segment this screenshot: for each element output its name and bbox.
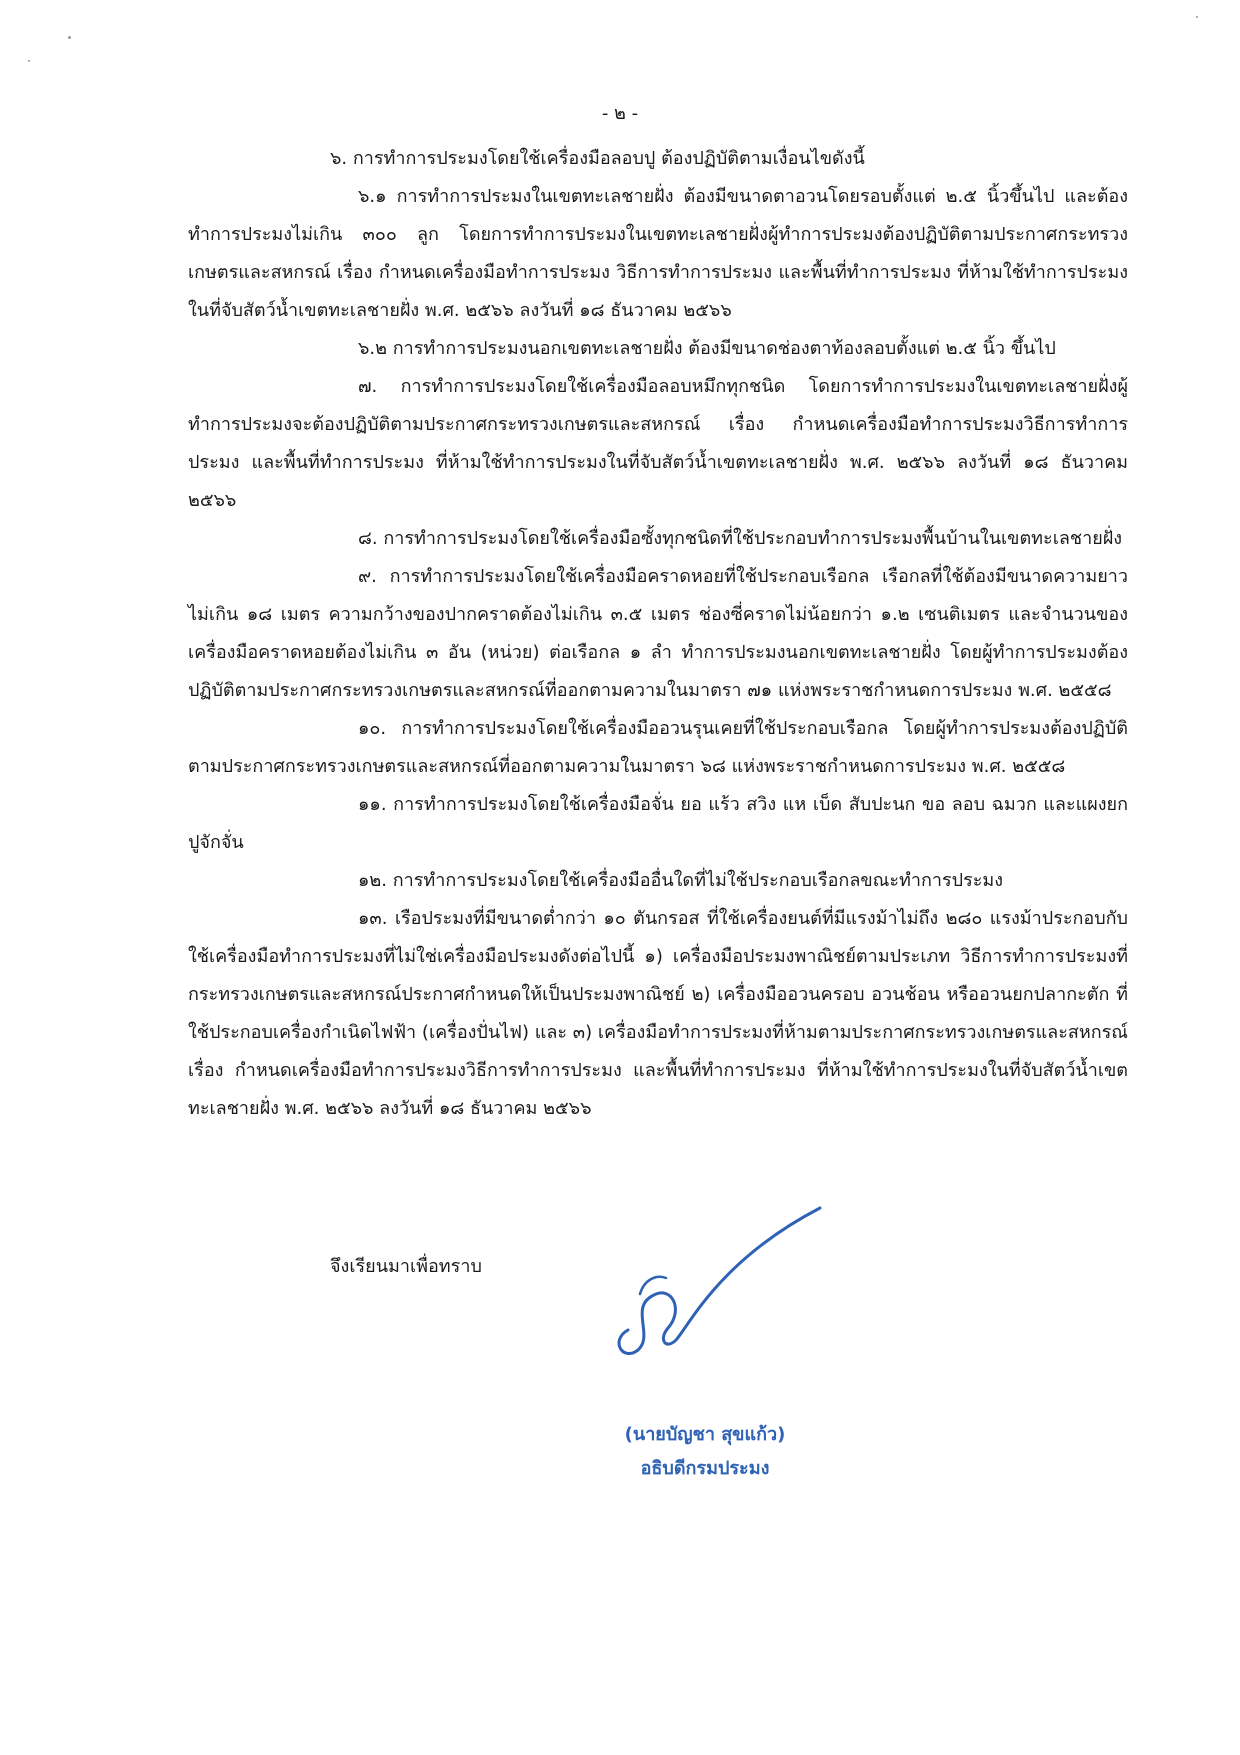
paragraph-item-11: ๑๑. การทำการประมงโดยใช้เครื่องมือจั่น ยอ แร้ว สวิง แห เบ็ด สับปะนก ขอ ลอบ ฉมวก และแผงยกปูจักจั่น [188,794,1128,853]
signer-name: (นายบัญชา สุขแก้ว) [624,1424,786,1445]
paragraph-item-7: ๗. การทำการประมงโดยใช้เครื่องมือลอบหมึกทุกชนิด โดยการทำการประมงในเขตทะเลชายฝั่งผู้ทำการประมงจะต้องปฏิบัติตามประกาศกระทรวงเกษตรและสหกรณ์ เรื่อง กำหนดเครื่องมือทำการประมงวิธีการทำการประมง และพื้นที่ทำการประมง ที่ห้ามใช้ทำการประมงในที่จับสัตว์น้ำเขตทะเลชายฝั่ง พ.ศ. ๒๕๖๖ ลงวันที่ ๑๘ ธันวาคม ๒๕๖๖ [188,376,1128,511]
signer-block [540,1418,870,1486]
paragraph-item-12: ๑๒. การทำการประมงโดยใช้เครื่องมืออื่นใดที่ไม่ใช้ประกอบเรือกลขณะทำการประมง [358,870,1004,891]
document-body [188,140,1128,1128]
paragraph-item-9: ๙. การทำการประมงโดยใช้เครื่องมือคราดหอยที่ใช้ประกอบเรือกล เรือกลที่ใช้ต้องมีขนาดความยาวไม่เกิน ๑๘ เมตร ความกว้างของปากคราดต้องไม่เกิน ๓.๕ เมตร ช่องซี่คราดไม่น้อยกว่า ๑.๒ เซนติเมตร และจำนวนของเครื่องมือคราดหอยต้องไม่เกิน ๓ อัน (หน่วย) ต่อเรือกล ๑ ลำ ทำการประมงนอกเขตทะเลชายฝั่ง โดยผู้ทำการประมงต้องปฏิบัติตามประกาศกระทรวงเกษตรและสหกรณ์ที่ออกตามความในมาตรา ๗๑ แห่งพระราชกำหนดการประมง พ.ศ. ๒๕๕๘ [188,566,1128,701]
paragraph-item-10: ๑๐. การทำการประมงโดยใช้เครื่องมืออวนรุนเคยที่ใช้ประกอบเรือกล โดยผู้ทำการประมงต้องปฏิบัติตามประกาศกระทรวงเกษตรและสหกรณ์ที่ออกตามความในมาตรา ๖๘ แห่งพระราชกำหนดการประมง พ.ศ. ๒๕๕๘ [188,718,1128,777]
scan-speck [28,60,30,62]
paragraph-item-8: ๘. การทำการประมงโดยใช้เครื่องมือซั้งทุกชนิดที่ใช้ประกอบทำการประมงพื้นบ้านในเขตทะเลชายฝั่ง [358,528,1123,549]
closing-remark: จึงเรียนมาเพื่อทราบ [330,1256,482,1277]
page-number: - ๒ - [601,103,639,124]
handwritten-signature [580,1200,840,1410]
signer-title: อธิบดีกรมประมง [640,1458,770,1479]
paragraph-item-13: ๑๓. เรือประมงที่มีขนาดต่ำกว่า ๑๐ ตันกรอส ที่ใช้เครื่องยนต์ที่มีแรงม้าไม่ถึง ๒๘๐ แรงม้าประกอบกับใช้เครื่องมือทำการประมงที่ไม่ใช่เครื่องมือประมงดังต่อไปนี้ ๑) เครื่องมือประมงพาณิชย์ตามประเภท วิธีการทำการประมงที่กระทรวงเกษตรและสหกรณ์ประกาศกำหนดให้เป็นประมงพาณิชย์ ๒) เครื่องมืออวนครอบ อวนช้อน หรืออวนยกปลากะตัก ที่ใช้ประกอบเครื่องกำเนิดไฟฟ้า (เครื่องปั่นไฟ) และ ๓) เครื่องมือทำการประมงที่ห้ามตามประกาศกระทรวงเกษตรและสหกรณ์ เรื่อง กำหนดเครื่องมือทำการประมงวิธีการทำการประมง และพื้นที่ทำการประมง ที่ห้ามใช้ทำการประมงในที่จับสัตว์น้ำเขตทะเลชายฝั่ง พ.ศ. ๒๕๖๖ ลงวันที่ ๑๘ ธันวาคม ๒๕๖๖ [188,908,1128,1119]
paragraph-item-6-2: ๖.๒ การทำการประมงนอกเขตทะเลชายฝั่ง ต้องมีขนาดช่องตาท้องลอบตั้งแต่ ๒.๕ นิ้ว ขึ้นไป [358,338,1056,359]
scan-speck [68,36,71,39]
paragraph-item-6: ๖. การทำการประมงโดยใช้เครื่องมือลอบปู ต้องปฏิบัติตามเงื่อนไขดังนี้ [330,148,865,169]
scan-speck [1196,16,1198,18]
paragraph-item-6-1: ๖.๑ การทำการประมงในเขตทะเลชายฝั่ง ต้องมีขนาดตาอวนโดยรอบตั้งแต่ ๒.๕ นิ้วขึ้นไป และต้องทำการประมงไม่เกิน ๓๐๐ ลูก โดยการทำการประมงในเขตทะเลชายฝั่งผู้ทำการประมงต้องปฏิบัติตามประกาศกระทรวงเกษตรและสหกรณ์ เรื่อง กำหนดเครื่องมือทำการประมง วิธีการทำการประมง และพื้นที่ทำการประมง ที่ห้ามใช้ทำการประมงในที่จับสัตว์น้ำเขตทะเลชายฝั่ง พ.ศ. ๒๕๖๖ ลงวันที่ ๑๘ ธันวาคม ๒๕๖๖ [188,186,1128,321]
